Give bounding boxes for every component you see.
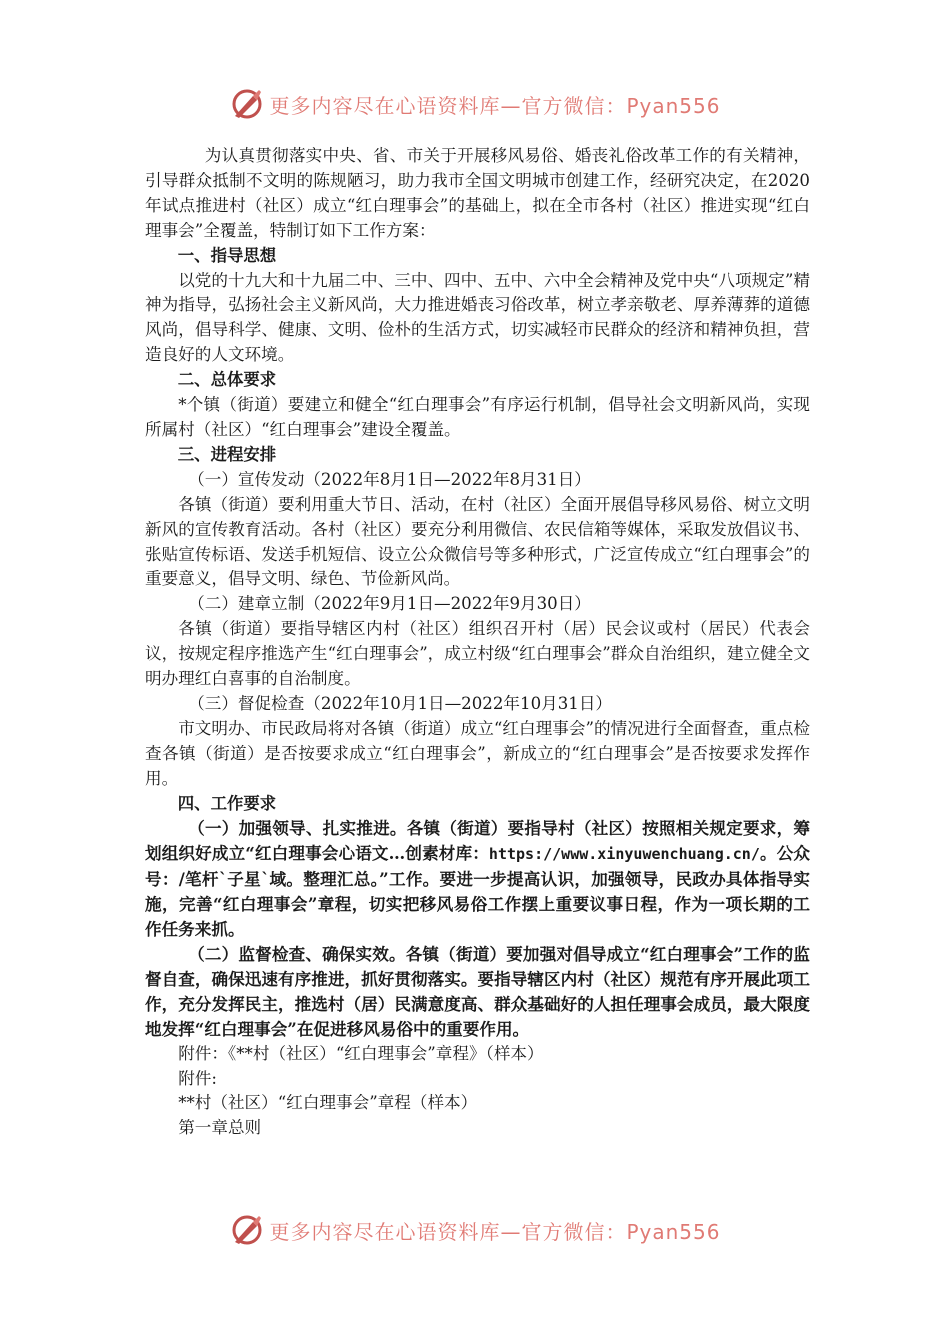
attachment-title: **村（社区）“红白理事会”章程（样本）: [178, 1093, 478, 1113]
subsection-3-2-paragraph: 各镇（街道）要指导辖区内村（社区）组织召开村（居）民会议或村（居民）代表会议，按规定程序推选产生“红白理事会”，成立村级“红白理事会”群众自治组织，建立健全文明办理红白喜事的自治制度。: [145, 619, 810, 689]
subsection-3-1-paragraph: 各镇（街道）要利用重大节日、活动，在村（社区）全面开展倡导移风易俗、树立文明新风的宣传教育活动。各村（社区）要充分利用微信、农民信箱等媒体，采取发放倡议书、张贴宣传标语、发送手机短信、设立公众微信号等多种形式，广泛宣传成立“红白理事会”的重要意义，倡导文明、绿色、节俭新风尚。: [145, 494, 810, 589]
source-url: https://www.xinyuwenchuang.cn/: [488, 845, 760, 864]
pen-nib-circle-icon: [229, 86, 265, 122]
subsection-3-2-title: （二）建章立制（2022年9月1日—2022年9月30日）: [188, 594, 591, 614]
document-body: [145, 144, 810, 1141]
footer-banner: [0, 1210, 950, 1250]
section-2-paragraph: *个镇（街道）要建立和健全“红白理事会”有序运行机制，倡导社会文明新风尚，实现所属村（社区）“红白理事会”建设全覆盖。: [145, 395, 810, 439]
subsection-4-1-text-a: （一）加强领导、扎实推进。各镇（街道）要指导村（社区）按照相关规定要求，筹划组织好成立“红白理事会心语文…创素材库：: [145, 818, 810, 864]
subsection-3-3-paragraph: 市文明办、市民政局将对各镇（街道）成立“红白理事会”的情况进行全面督查，重点检查各镇（街道）是否按要求成立“红白理事会”，新成立的“红白理事会”是否按要求发挥作用。: [145, 718, 810, 788]
subsection-3-1-title: （一）宣传发动（2022年8月1日—2022年8月31日）: [188, 469, 591, 489]
subsection-4-1-paragraph: [145, 816, 810, 942]
chapter-1-title: 第一章总则: [178, 1118, 262, 1138]
section-1-paragraph: 以党的十九大和十九届二中、三中、四中、五中、六中全会精神及党中央“八项规定”精神为指导，弘扬社会主义新风尚，大力推进婚丧习俗改革，树立孝亲敬老、厚养薄葬的道德风尚，倡导科学、健康、文明、俭朴的生活方式，切实减轻市民群众的经济和精神负担，营造良好的人文环境。: [145, 270, 810, 365]
section-heading-2: 二、总体要求: [177, 370, 277, 390]
section-heading-1: 一、指导思想: [177, 245, 277, 265]
section-heading-4: 四、工作要求: [177, 793, 277, 813]
pen-nib-circle-icon: [229, 1212, 265, 1248]
section-heading-3: 三、进程安排: [177, 444, 277, 464]
subsection-3-3-title: （三）督促检查（2022年10月1日—2022年10月31日）: [188, 693, 613, 713]
header-banner: [0, 84, 950, 124]
subsection-4-1-text-b: 。公众号：/笔杆`子星`域。整理汇总。”工作。要进一步提高认识，加强领导，民政办具体指导实施，完善“红白理事会”章程，切实把移风易俗工作摆上重要议事日程，作为一项长期的工作任务来抓。: [145, 843, 810, 940]
banner-text-footer: 更多内容尽在心语资料库—官方微信：Pyan556: [269, 1219, 721, 1244]
attachment-line-1: 附件：《**村（社区）“红白理事会”章程》（样本）: [178, 1043, 544, 1063]
banner-text: 更多内容尽在心语资料库—官方微信：Pyan556: [269, 93, 721, 118]
intro-paragraph: 为认真贯彻落实中央、省、市关于开展移风易俗、婚丧礼俗改革工作的有关精神，引导群众抵制不文明的陈规陋习，助力我市全国文明城市创建工作，经研究决定，在2020年试点推进村（社区）成立“红白理事会”的基础上，拟在全市各村（社区）推进实现“红白理事会”全覆盖，特制订如下工作方案：: [145, 146, 810, 240]
attachment-line-2: 附件:: [178, 1068, 217, 1088]
subsection-4-2-paragraph: （二）监督检查、确保实效。各镇（街道）要加强对倡导成立“红白理事会”工作的监督自查，确保迅速有序推进，抓好贯彻落实。要指导辖区内村（社区）规范有序开展此项工作，充分发挥民主，推选村（居）民满意度高、群众基础好的人担任理事会成员，最大限度地发挥“红白理事会”在促进移风易俗中的重要作用。: [145, 944, 810, 1039]
